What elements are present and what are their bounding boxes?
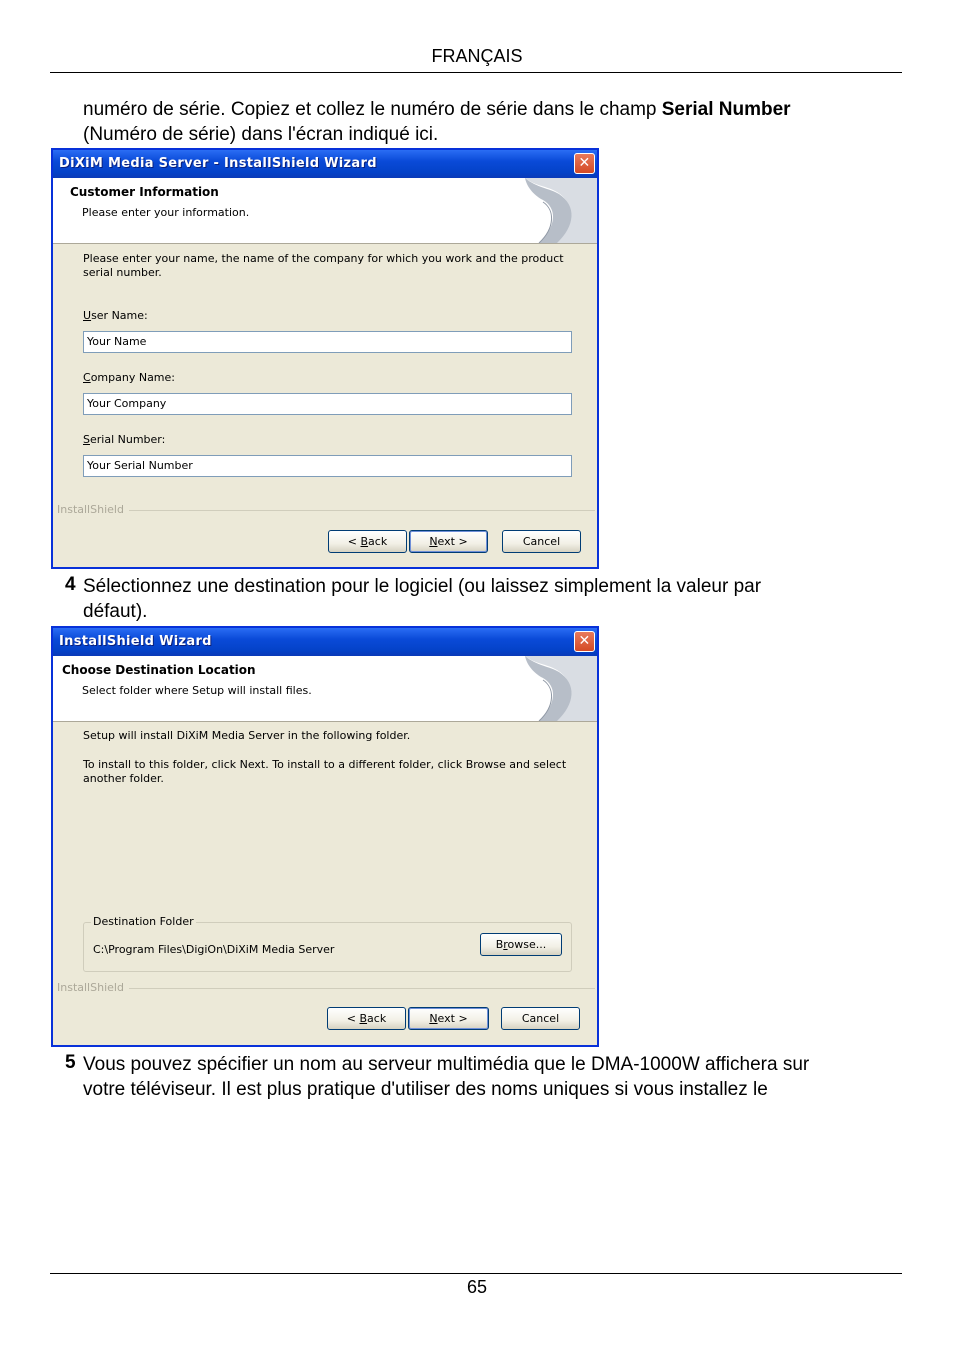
dialog2-close-icon[interactable]: ✕ [574, 631, 595, 652]
company-name-input[interactable]: Your Company [83, 393, 572, 415]
dialog1-close-icon[interactable]: ✕ [574, 153, 595, 174]
dialog1-banner-title: Customer Information [70, 185, 219, 199]
header-rule [50, 72, 902, 73]
dialog2-text2-line1: To install to this folder, click Next. To install to a different folder, click Browse and select [83, 758, 567, 771]
step5-line2: votre téléviseur. Il est plus pratique d'utiliser des noms uniques si vous installez le [83, 1079, 768, 1100]
browse-button[interactable]: Browse... [480, 933, 562, 956]
destination-folder-group [83, 915, 572, 972]
dialog1-title: DiXiM Media Server - InstallShield Wizard [59, 156, 377, 171]
intro-line1-bold: Serial Number [661, 99, 791, 120]
cancel-button[interactable]: Cancel [502, 530, 581, 553]
dialog1-description-line2: serial number. [83, 266, 162, 279]
back-button[interactable]: < Back [328, 530, 407, 553]
intro-line1-text: numéro de série. Copiez et collez le numéro de série dans le champ [83, 99, 662, 120]
dialog2-text1: Setup will install DiXiM Media Server in the following folder. [83, 729, 411, 742]
next-button[interactable]: Next > [409, 530, 488, 553]
destination-folder-label: Destination Folder [93, 915, 194, 928]
footer-rule [50, 1273, 902, 1274]
step4-line1: Sélectionnez une destination pour le logiciel (ou laissez simplement la valeur par [83, 576, 762, 597]
dialog2-titlebar[interactable] [53, 628, 597, 656]
customer-info-dialog [51, 148, 599, 569]
dialog1-banner [53, 178, 597, 244]
dialog2-title: InstallShield Wizard [59, 634, 212, 649]
step5-line1: Vous pouvez spécifier un nom au serveur multimédia que le DMA-1000W affichera sur [83, 1054, 810, 1075]
serial-number-input[interactable]: Your Serial Number [83, 455, 572, 477]
step4-paragraph [83, 574, 903, 624]
dialog2-banner [53, 656, 597, 722]
installshield-page-curl-icon [477, 656, 597, 721]
page-header-language: FRANÇAIS [431, 46, 523, 66]
dialog1-installshield-label: InstallShield [57, 505, 129, 515]
dialog2-banner-title: Choose Destination Location [62, 663, 256, 677]
serial-number-label: Serial Number: [83, 433, 166, 446]
step4-number: 4 [65, 574, 76, 595]
step4-line2: défaut). [83, 601, 148, 622]
step5-paragraph [83, 1052, 923, 1102]
dialog1-titlebar[interactable] [53, 150, 597, 178]
dialog2-installshield-label: InstallShield [57, 983, 129, 993]
dialog1-banner-subtitle: Please enter your information. [82, 206, 250, 219]
destination-folder-path: C:\Program Files\DigiOn\DiXiM Media Server [93, 943, 335, 956]
user-name-input[interactable]: Your Name [83, 331, 572, 353]
page-number: 65 [466, 1277, 488, 1297]
installshield-page-curl-icon [477, 178, 597, 243]
intro-paragraph [83, 97, 903, 147]
dialog1-description [83, 252, 583, 280]
user-name-label: User Name: [83, 309, 148, 322]
dialog1-description-line1: Please enter your name, the name of the company for which you work and the product [83, 252, 564, 265]
dialog2-banner-subtitle: Select folder where Setup will install files. [82, 684, 312, 697]
dialog1-installshield-separator [57, 505, 595, 515]
company-name-label: Company Name: [83, 371, 175, 384]
intro-line2-text: (Numéro de série) dans l'écran indiqué ici. [83, 124, 439, 145]
next-button[interactable]: Next > [408, 1007, 489, 1030]
dialog2-text2-line2: another folder. [83, 772, 164, 785]
destination-dialog [51, 626, 599, 1047]
step5-number: 5 [65, 1052, 76, 1073]
cancel-button[interactable]: Cancel [501, 1007, 580, 1030]
back-button[interactable]: < Back [327, 1007, 406, 1030]
dialog2-text2 [83, 758, 583, 786]
dialog2-installshield-separator [57, 983, 595, 993]
